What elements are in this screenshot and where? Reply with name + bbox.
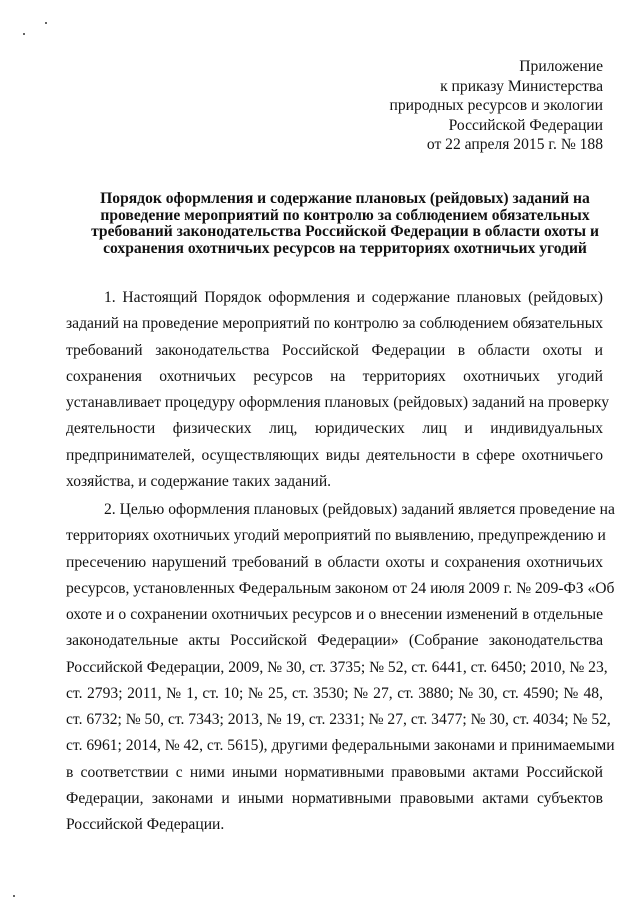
text-line: сохранения охотничьих ресурсов на территориях охотничьих угодий (66, 367, 603, 385)
document-title (70, 191, 620, 257)
text-line: Российской Федерации. (66, 816, 225, 833)
text-line: 1. Настоящий Порядок оформления и содержание плановых (рейдовых) (104, 289, 603, 306)
text-line: территориях охотничьих угодий мероприятий по выявлению, предупреждению и (66, 527, 606, 545)
text-line: пресечению нарушений требований в области охоты и сохранения охотничьих (66, 553, 603, 571)
text-line: 2. Целью оформления плановых (рейдовых) заданий является проведение на (104, 501, 615, 518)
appendix-header (390, 57, 603, 155)
text-line: предпринимателей, осуществляющих виды деятельности в сфере охотничьего (66, 446, 603, 464)
scan-speck (23, 33, 25, 35)
text-line: деятельности физических лиц, юридических лиц и индивидуальных (66, 420, 603, 438)
text-line: Российской Федерации, 2009, № 30, ст. 3735; № 52, ст. 6441, ст. 6450; 2010, № 23, (66, 658, 608, 676)
scan-speck (45, 22, 47, 24)
title-line: Порядок оформления и содержание плановых (рейдовых) заданий на (100, 190, 590, 207)
text-line: законодательные акты Российской Федерации» (Собрание законодательства (66, 632, 603, 650)
text-line: охоте и о сохранении охотничьих ресурсов и о внесении изменений в отдельные (66, 606, 603, 623)
text-line: ст. 6961; 2014, № 42, ст. 5615), другими федеральными законами и принимаемыми (66, 737, 615, 755)
text-line: ст. 6732; № 50, ст. 7343; 2013, № 19, ст. 2331; № 27, ст. 3477; № 30, ст. 4034; № 52, (66, 711, 611, 728)
text-line: заданий на проведение мероприятий по контролю за соблюдением обязательных (66, 315, 604, 333)
title-line: сохранения охотничьих ресурсов на территориях охотничьих угодий (103, 239, 587, 257)
text-line: ресурсов, установленных Федеральным законом от 24 июля 2009 г. № 209-ФЗ «Об (66, 579, 615, 597)
text-line: Федерации, законами и иными нормативными правовыми актами субъектов (66, 789, 603, 807)
document-body (66, 285, 615, 838)
scan-speck (13, 895, 15, 897)
title-line: проведение мероприятий по контролю за соблюдением обязательных (100, 206, 590, 224)
paragraph-1 (66, 285, 610, 495)
text-line: ст. 2793; 2011, № 1, ст. 10; № 25, ст. 3530; № 27, ст. 3880; № 30, ст. 4590; № 48, (66, 684, 603, 702)
text-line: в соответствии с ними иными нормативными правовыми актами Российской (66, 763, 603, 781)
text-line: требований законодательства Российской Федерации в области охоты и (66, 341, 603, 359)
appendix-line: природных ресурсов и экологии (389, 97, 603, 114)
appendix-line: к приказу Министерства (440, 77, 603, 95)
title-line: требований законодательства Российской Федерации в области охоты и (91, 223, 599, 240)
appendix-line: Приложение (519, 58, 603, 75)
appendix-line: от 22 апреля 2015 г. № 188 (426, 136, 603, 153)
paragraph-2 (66, 497, 615, 838)
appendix-line: Российской Федерации (448, 116, 603, 134)
text-line: устанавливает процедуру оформления плановых (рейдовых) заданий на проверку (66, 394, 610, 411)
text-line: хозяйства, и содержание таких заданий. (66, 472, 332, 490)
